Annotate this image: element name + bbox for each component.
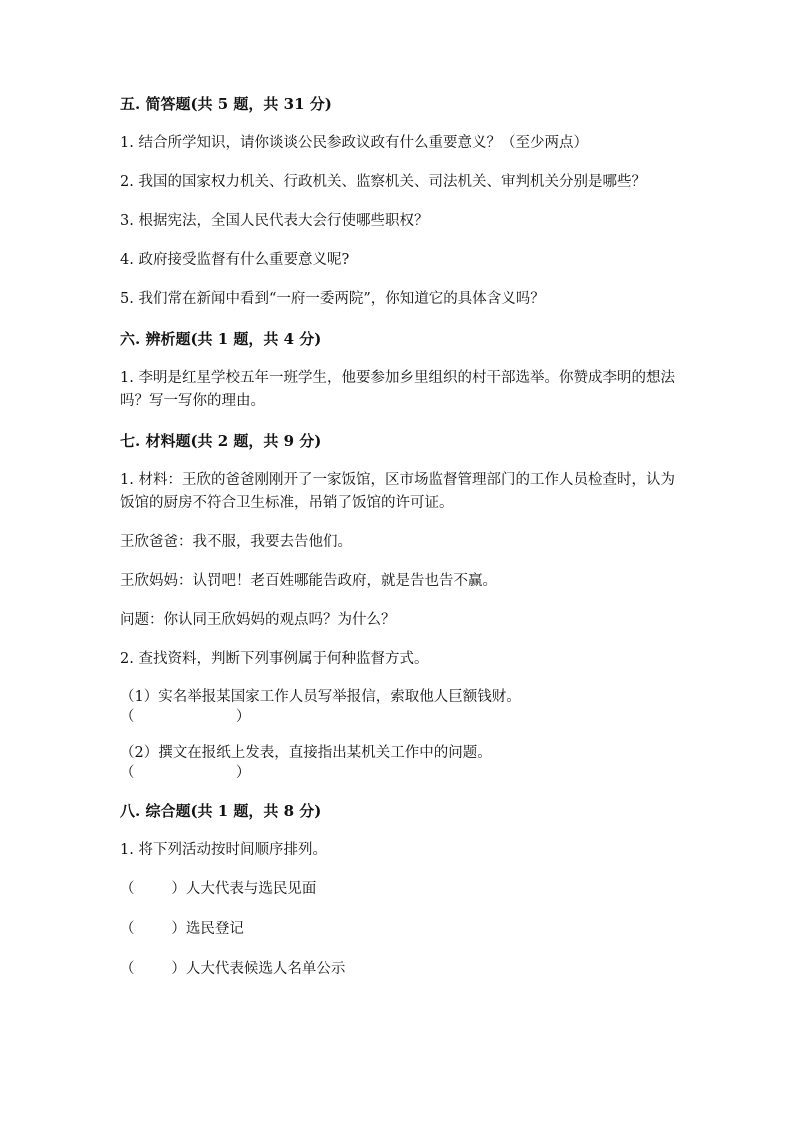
question-7-2: 2. 查找资料，判断下列事例属于何种监督方式。 [120,651,429,667]
question-7-1-question: 问题：你认同王欣妈妈的观点吗？为什么？ [120,612,396,628]
section-title-analysis: 六. 辨析题(共 1 题，共 4 分) [120,330,322,348]
question-5-4: 4. 政府接受监督有什么重要意义呢? [120,252,350,268]
question-5-1: 1. 结合所学知识，请你谈谈公民参政议政有什么重要意义？（至少两点） [120,135,588,151]
section-title-material: 七. 材料题(共 2 题，共 9 分) [120,432,322,450]
section-title-comprehensive: 八. 综合题(共 1 题，共 8 分) [120,802,322,820]
order-item-1: （ ）人大代表与选民见面 [120,881,317,897]
subquestion-text: （1）实名举报某国家工作人员写举报信，索取他人巨额钱财。 [120,689,521,705]
subquestion-7-2-1 [120,687,680,727]
question-8-1: 1. 将下列活动按时间顺序排列。 [120,842,327,858]
subquestion-7-2-2 [120,743,680,783]
question-5-2: 2. 我国的国家权力机关、行政机关、监察机关、司法机关、审判机关分别是哪些？ [120,174,646,190]
content-area [120,92,680,998]
question-5-5: 5. 我们常在新闻中看到“一府一委两院”，你知道它的具体含义吗？ [120,291,545,307]
question-5-3: 3. 根据宪法，全国人民代表大会行使哪些职权？ [120,213,429,229]
order-item-3: （ ）人大代表候选人名单公示 [120,961,346,977]
question-6-1: 1. 李明是红星学校五年一班学生，他要参加乡里组织的村干部选举。你赞成李明的想法吗？写一写你的理由。 [120,370,675,409]
section-title-short-answer: 五. 简答题(共 5 题，共 31 分) [120,95,332,113]
answer-blank: （ ） [120,765,251,781]
question-7-1-father: 王欣爸爸：我不服，我要去告他们。 [120,534,352,550]
subquestion-text: （2）撰文在报纸上发表，直接指出某机关工作中的问题。 [120,745,492,761]
question-7-1-mother: 王欣妈妈：认罚吧！老百姓哪能告政府，就是告也告不赢。 [120,573,497,589]
question-7-1-material: 1. 材料：王欣的爸爸刚刚开了一家饭馆，区市场监督管理部门的工作人员检查时，认为饭馆的厨房不符合卫生标准，吊销了饭馆的许可证。 [120,472,675,511]
order-item-2: （ ）选民登记 [120,921,244,937]
answer-blank: （ ） [120,709,251,725]
